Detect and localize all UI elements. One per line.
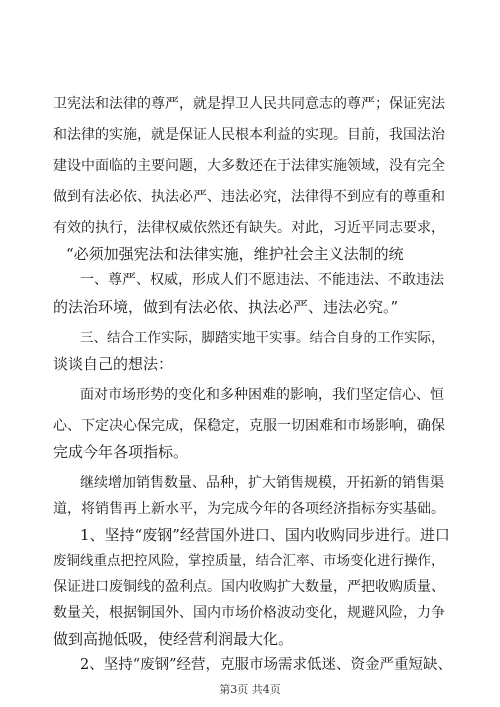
text-line: 的法治环境，做到有法必依、执法必严、违法必究。” xyxy=(53,298,399,316)
text-line: 完成今年各项指标。 xyxy=(53,443,189,461)
page-number: 第3页 共4页 xyxy=(219,683,281,696)
text-line: 2、坚持“废钢”经营，克服市场需求低迷、资金严重短缺、 xyxy=(80,657,453,673)
text-line: 心、下定决心保完成，保稳定，克服一切困难和市场影响，确保 xyxy=(53,418,445,434)
text-line: 建设中面临的主要问题，大多数还在于法律实施领域，没有完全 xyxy=(53,158,445,174)
text-line: 1、坚持“废钢”经营国外进口、国内收购同步进行。进口 xyxy=(80,526,450,544)
text-line: 废铜线重点把控风险，掌控质量，结合汇率、市场变化进行操作， xyxy=(53,553,445,569)
text-line: 继续增加销售数量、品种，扩大销售规模，开拓新的销售渠 xyxy=(80,475,444,491)
text-line: 做到高抛低吸，使经营利润最大化。 xyxy=(53,630,294,648)
text-line: 有效的执行，法律权威依然还有缺失。对此，习近平同志要求， xyxy=(53,220,445,236)
text-line: 三、结合工作实际，脚踏实地干实事。结合自身的工作实际， xyxy=(80,330,445,346)
text-line: 保证进口废铜线的盈利点。国内收购扩大数量，严把收购质量、 xyxy=(53,579,445,595)
text-line: “必须加强宪法和法律实施，维护社会主义法制的统 xyxy=(66,245,404,263)
text-line: 数量关，根据铜国外、国内市场价格波动变化，规避风险，力争 xyxy=(53,605,445,621)
text-line: 卫宪法和法律的尊严，就是捍卫人民共同意志的尊严；保证宪法 xyxy=(53,96,445,112)
text-line: 道，将销售再上新水平，为完成今年的各项经济指标夯实基础。 xyxy=(53,501,445,517)
text-line: 面对市场形势的变化和多种困难的影响，我们坚定信心、恒 xyxy=(80,387,444,403)
text-line: 做到有法必依、执法必严、违法必究，法律得不到应有的尊重和 xyxy=(53,189,445,205)
text-line: 一、尊严、权威，形成人们不愿违法、不能违法、不敢违法 xyxy=(80,272,444,288)
text-line: 谈谈自己的想法： xyxy=(53,355,174,373)
text-line: 和法律的实施，就是保证人民根本利益的实现。目前，我国法治 xyxy=(53,127,445,143)
